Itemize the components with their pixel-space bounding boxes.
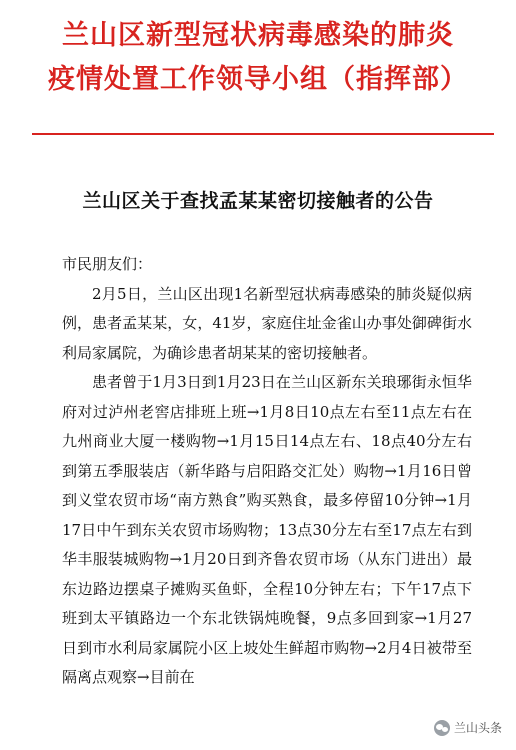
- notice-body: [62, 250, 472, 693]
- notice-title: 兰山区关于查找孟某某密切接触者的公告: [82, 190, 434, 212]
- greeting: 市民朋友们：: [62, 255, 153, 273]
- red-divider-rule: [32, 133, 494, 135]
- issuing-authority-header: [0, 14, 516, 102]
- header-line-2: 疫情处置工作领导小组（指挥部）: [48, 64, 468, 95]
- paragraph-2: 患者曾于1月3日到1月23日在兰山区新东关琅琊街永恒华府对过泸州老窖店排班上班→1月8日10点左右至11点左右在九州商业大厦一楼购物→1月15日14点左右、18点40分左右到第五季服装店（新华路与启阳路交汇处）购物→1月16日曾到义堂农贸市场“南方熟食”购买熟食，最多停留10分钟→1月17日中午到东关农贸市场购物；13点30分左右至17点左右到华丰服装城购物→1月20日到齐鲁农贸市场（从东门进出）最东边路边摆桌子摊购买鱼虾，全程10分钟左右；下午17点下班到太平镇路边一个东北铁锅炖晚餐，9点多回到家→1月27日到市水利局家属院小区上坡处生鲜超市购物→2月4日被带至隔离点观察→目前在: [62, 373, 472, 686]
- paragraph-1: 2月5日，兰山区出现1名新型冠状病毒感染的肺炎疑似病例，患者孟某某，女，41岁，家庭住址金雀山办事处御碑街水利局家属院，为确诊患者胡某某的密切接触者。: [62, 284, 472, 362]
- chat-bubble-icon: [434, 720, 450, 736]
- header-line-1: 兰山区新型冠状病毒感染的肺炎: [62, 20, 454, 51]
- source-watermark: [434, 719, 502, 736]
- watermark-label: 兰山头条: [453, 721, 502, 735]
